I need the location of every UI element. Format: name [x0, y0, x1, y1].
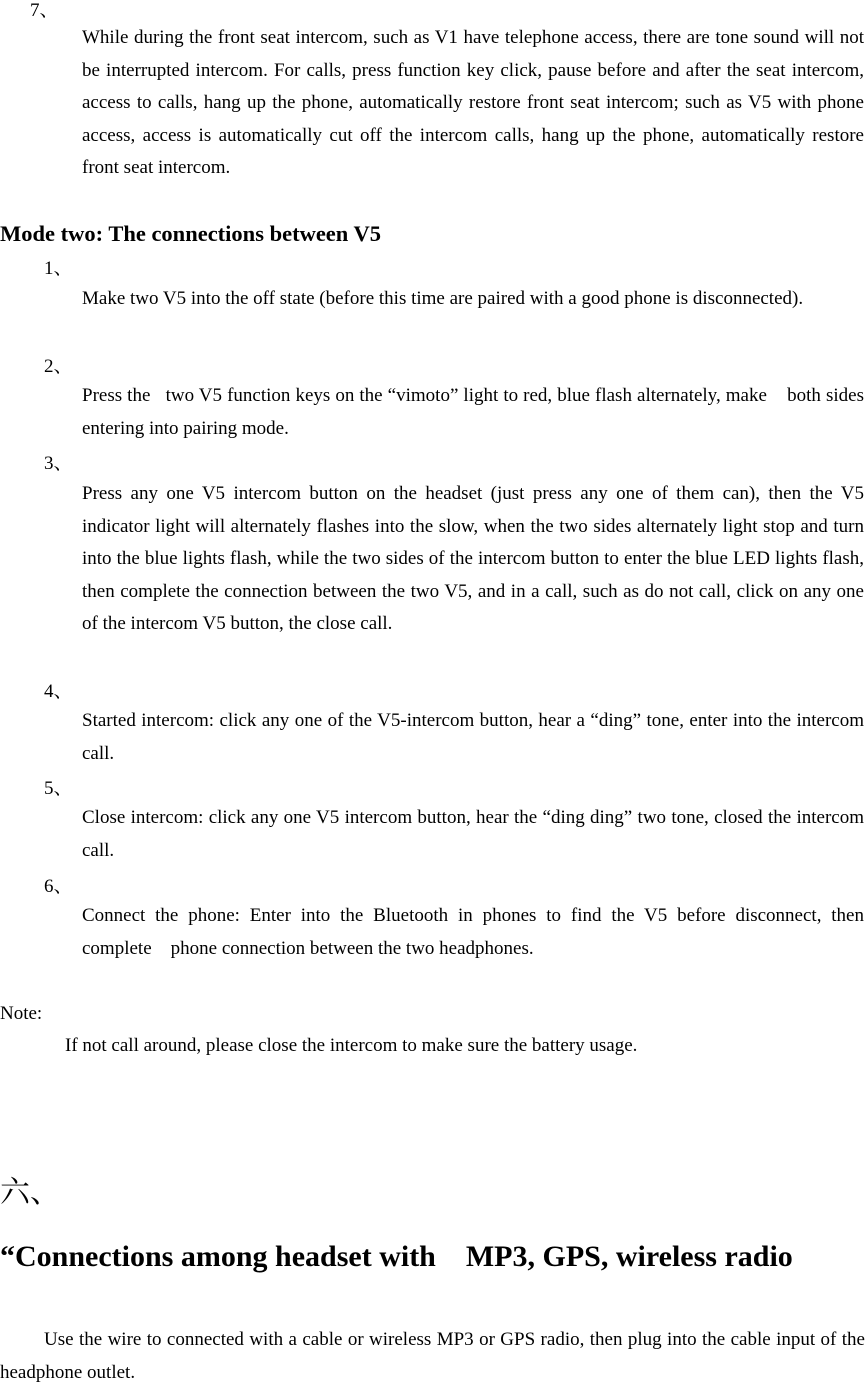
step-1-text: Make two V5 into the off state (before this time are paired with a good phone is disconnected). — [82, 288, 804, 309]
item-7-paragraph: While during the front seat intercom, such as V1 have telephone access, there are tone sound will not be interrupted intercom. For calls, press function key click, pause before and after the seat intercom, access to calls, hang up the phone, automatically restore front seat intercom; such as V5 with phone access, access is automatically cut off the intercom calls, hang up the phone, automatically restore front seat intercom. — [82, 27, 864, 178]
step-number-6: 6、 — [44, 876, 73, 897]
section-number-six: 六、 — [0, 1175, 60, 1210]
step-4-text: Started intercom: click any one of the V5-intercom button, hear a “ding” tone, enter into the intercom call. — [82, 710, 864, 764]
list-number-7: 7、 — [30, 0, 59, 21]
section-six-title: “Connections among headset with MP3, GPS, wireless radio — [0, 1240, 793, 1273]
note-label: Note: — [0, 1003, 43, 1024]
mode-two-heading: Mode two: The connections between V5 — [0, 221, 382, 246]
step-number-5: 5、 — [44, 778, 73, 799]
note-text: If not call around, please close the intercom to make sure the battery usage. — [65, 1035, 638, 1056]
step-number-2: 2、 — [44, 356, 73, 377]
step-number-3: 3、 — [44, 453, 73, 474]
section-six-body: Use the wire to connected with a cable or wireless MP3 or GPS radio, then plug into the cable input of the headphone outlet. — [0, 1329, 865, 1383]
step-number-4: 4、 — [44, 681, 73, 702]
step-5-text: Close intercom: click any one V5 intercom button, hear the “ding ding” two tone, closed the intercom call. — [82, 807, 864, 861]
step-number-1: 1、 — [44, 258, 73, 279]
step-3-text: Press any one V5 intercom button on the headset (just press any one of them can), then the V5 indicator light will alternately flashes into the slow, when the two sides alternately light stop and turn into the blue lights flash, while the two sides of the intercom button to enter the blue LED lights flash, then complete the connection between the two V5, and in a call, such as do not call, click on any one of the intercom V5 button, the close call. — [82, 483, 864, 634]
step-2-text: Press the two V5 function keys on the “vimoto” light to red, blue flash alternately, make both sides entering into pairing mode. — [82, 385, 864, 439]
step-6-text: Connect the phone: Enter into the Bluetooth in phones to find the V5 before disconnect, then complete phone connection between the two headphones. — [82, 905, 864, 959]
